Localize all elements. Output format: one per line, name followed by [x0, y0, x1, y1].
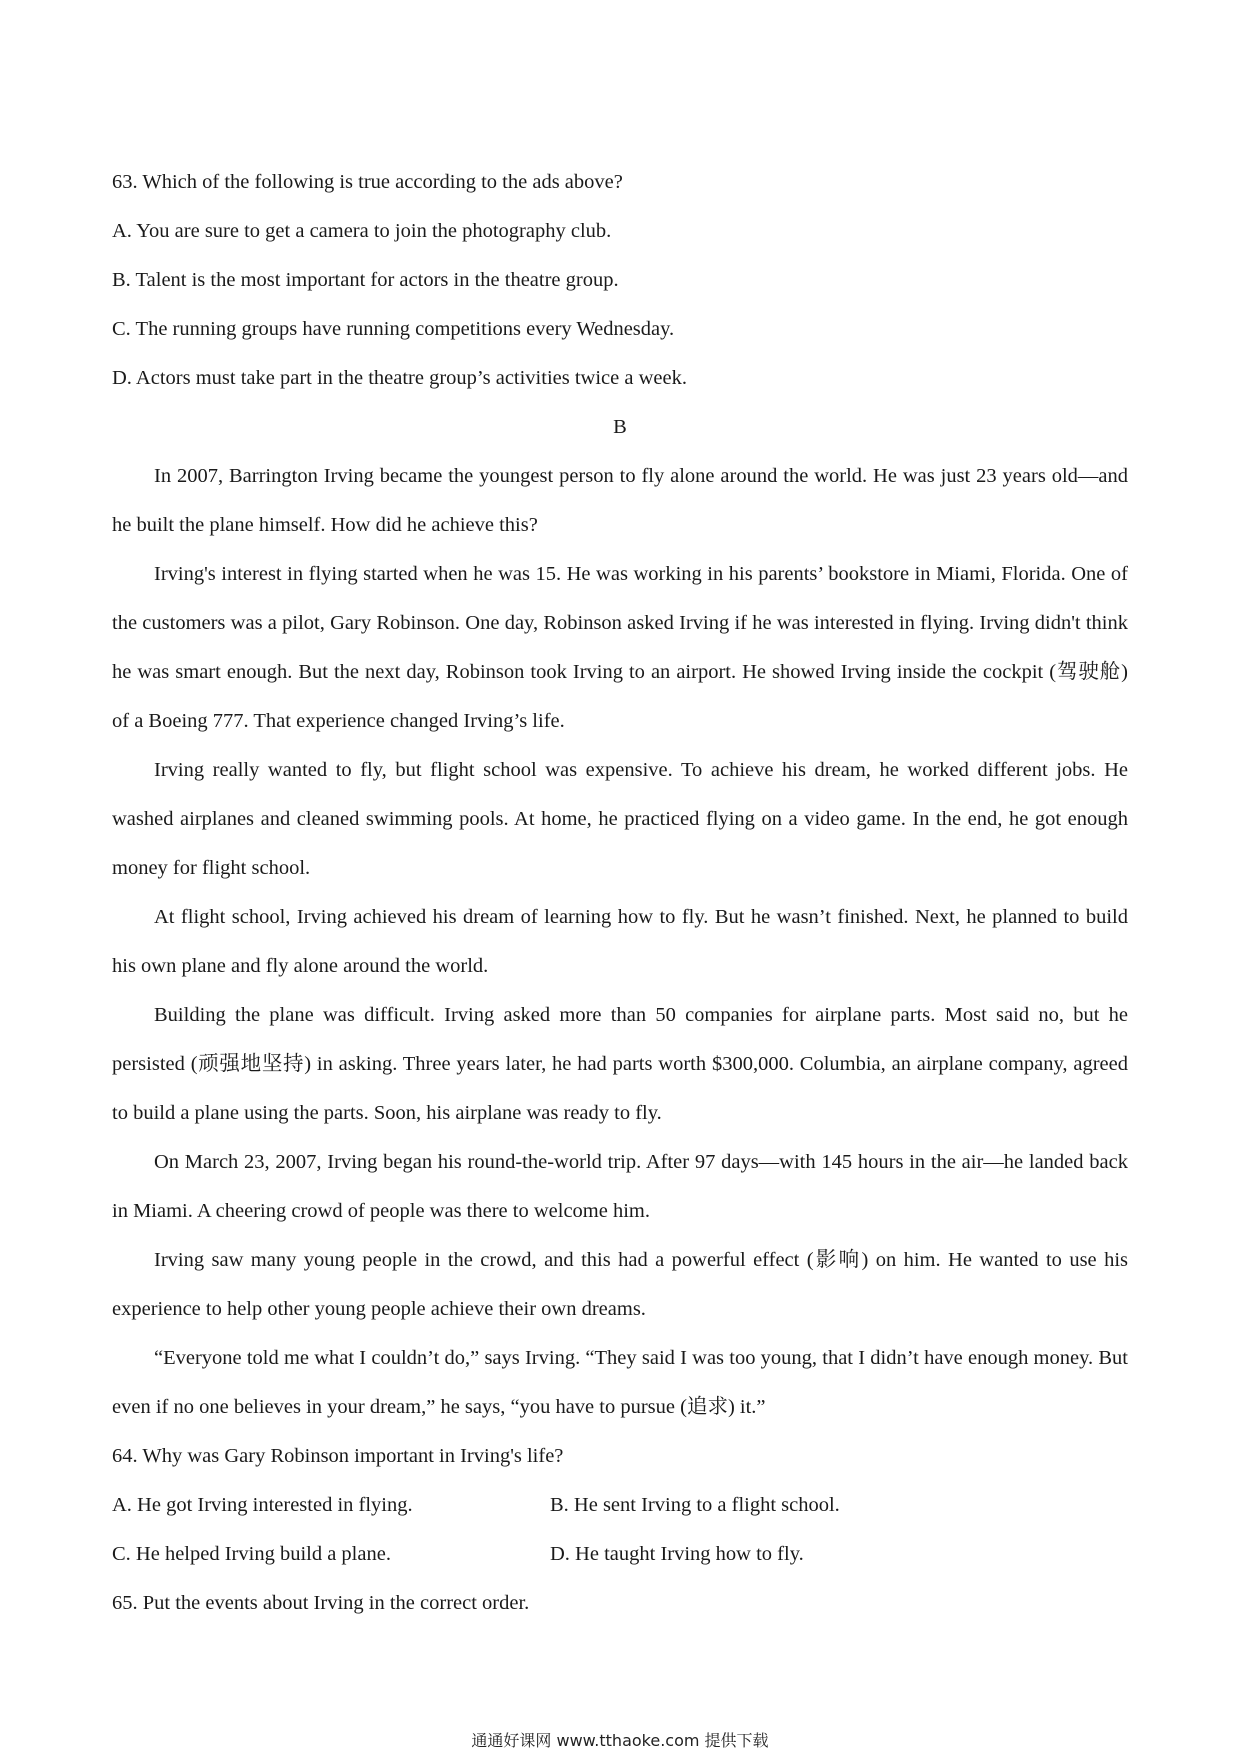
q64-option-a: A. He got Irving interested in flying. [112, 1494, 413, 1516]
passage-paragraph-7: Irving saw many young people in the crowd, and this had a powerful effect (影响) on him. He wanted to use his experience to help other young people achieve their own dreams. [112, 1249, 1128, 1320]
q63-option-b: B. Talent is the most important for actors in the theatre group. [112, 269, 619, 291]
passage-paragraph-3: Irving really wanted to fly, but flight school was expensive. To achieve his dream, he worked different jobs. He washed airplanes and cleaned swimming pools. At home, he practiced flying on a video game. In the end, he got enough money for flight school. [112, 759, 1128, 879]
passage-paragraph-1: In 2007, Barrington Irving became the youngest person to fly alone around the world. He was just 23 years old—and he built the plane himself. How did he achieve this? [112, 465, 1128, 536]
passage-paragraph-5: Building the plane was difficult. Irving asked more than 50 companies for airplane parts. Most said no, but he persisted (顽强地坚持) in asking. Three years later, he had parts worth $300,000. Columbia, an airplane company, agreed to build a plane using the parts. Soon, his airplane was ready to fly. [112, 1004, 1128, 1124]
q64-options-row-1 [112, 1481, 1128, 1530]
q63-option-a: A. You are sure to get a camera to join the photography club. [112, 220, 612, 242]
q64-option-d: D. He taught Irving how to fly. [550, 1543, 804, 1565]
passage-paragraph-6: On March 23, 2007, Irving began his round-the-world trip. After 97 days—with 145 hours in the air—he landed back in Miami. A cheering crowd of people was there to welcome him. [112, 1151, 1128, 1222]
section-b-heading: B [613, 416, 627, 438]
question-64: 64. Why was Gary Robinson important in Irving's life? [112, 1445, 564, 1467]
document-body [112, 158, 1128, 1628]
footer-watermark: 通通好课网 www.tthaoke.com 提供下载 [471, 1731, 769, 1750]
question-63: 63. Which of the following is true according to the ads above? [112, 171, 623, 193]
q64-options-row-2 [112, 1530, 1128, 1579]
passage-paragraph-2: Irving's interest in flying started when he was 15. He was working in his parents’ bookstore in Miami, Florida. One of the customers was a pilot, Gary Robinson. One day, Robinson asked Irving if he was interested in flying. Irving didn't think he was smart enough. But the next day, Robinson took Irving to an airport. He showed Irving inside the cockpit (驾驶舱) of a Boeing 777. That experience changed Irving’s life. [112, 563, 1128, 732]
q64-option-c: C. He helped Irving build a plane. [112, 1543, 391, 1565]
passage-paragraph-4: At flight school, Irving achieved his dream of learning how to fly. But he wasn’t finished. Next, he planned to build his own plane and fly alone around the world. [112, 906, 1128, 977]
q63-option-d: D. Actors must take part in the theatre group’s activities twice a week. [112, 367, 687, 389]
q63-option-c: C. The running groups have running competitions every Wednesday. [112, 318, 675, 340]
q64-option-b: B. He sent Irving to a flight school. [550, 1494, 840, 1516]
question-65: 65. Put the events about Irving in the correct order. [112, 1592, 530, 1614]
passage-paragraph-8: “Everyone told me what I couldn’t do,” says Irving. “They said I was too young, that I didn’t have enough money. But even if no one believes in your dream,” he says, “you have to pursue (追求) it.” [112, 1347, 1128, 1418]
